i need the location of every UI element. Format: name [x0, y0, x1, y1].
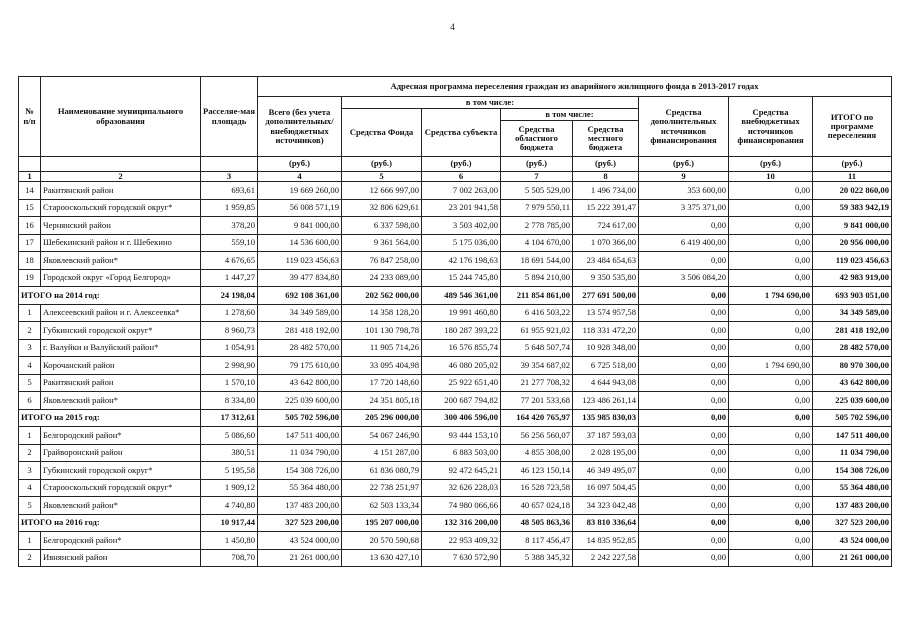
- value-cell: 6 337 598,00: [342, 217, 422, 235]
- value-cell: 0,00: [639, 322, 729, 340]
- column-number: 8: [573, 172, 639, 182]
- total-cell: 48 505 863,36: [501, 514, 573, 532]
- value-cell: 353 600,00: [639, 182, 729, 200]
- row-number: 16: [19, 217, 41, 235]
- value-cell: 11 034 790,00: [258, 444, 342, 462]
- value-cell: 5 086,60: [201, 427, 258, 445]
- value-cell: 43 524 000,00: [258, 532, 342, 550]
- municipality-name: Белгородский район*: [41, 532, 201, 550]
- total-cell: 195 207 000,00: [342, 514, 422, 532]
- table-row: [19, 234, 892, 252]
- value-cell: 0,00: [639, 357, 729, 375]
- value-cell: 46 080 205,02: [422, 357, 501, 375]
- value-cell: 0,00: [729, 392, 813, 410]
- municipality-name: Губкинский городской округ*: [41, 322, 201, 340]
- table-row: [19, 322, 892, 340]
- value-cell: 0,00: [639, 304, 729, 322]
- table-row: [19, 304, 892, 322]
- value-cell: 1 447,27: [201, 269, 258, 287]
- value-cell: 13 574 957,58: [573, 304, 639, 322]
- table-row: [19, 479, 892, 497]
- total-row: [19, 409, 892, 427]
- value-cell: 59 383 942,19: [813, 199, 892, 217]
- value-cell: 4 855 308,00: [501, 444, 573, 462]
- total-cell: 327 523 200,00: [258, 514, 342, 532]
- value-cell: 118 331 472,20: [573, 322, 639, 340]
- value-cell: 1 959,85: [201, 199, 258, 217]
- value-cell: 79 175 610,00: [258, 357, 342, 375]
- table-row: [19, 374, 892, 392]
- value-cell: 11 905 714,26: [342, 339, 422, 357]
- row-number: 1: [19, 532, 41, 550]
- header-total: Всего (без учета дополнительных/ внебюджетных источников): [258, 97, 342, 157]
- header-including-2: в том числе:: [501, 109, 639, 121]
- municipality-name: Яковлевский район*: [41, 252, 201, 270]
- total-cell: 1 794 690,00: [729, 287, 813, 305]
- value-cell: 0,00: [729, 444, 813, 462]
- total-cell: 693 903 051,00: [813, 287, 892, 305]
- unit-label: (руб.): [573, 157, 639, 172]
- unit-label: (руб.): [422, 157, 501, 172]
- total-cell: 300 406 596,00: [422, 409, 501, 427]
- value-cell: 21 261 000,00: [258, 549, 342, 567]
- column-number: 2: [41, 172, 201, 182]
- total-cell: 211 854 861,00: [501, 287, 573, 305]
- value-cell: 0,00: [729, 374, 813, 392]
- value-cell: 0,00: [639, 217, 729, 235]
- value-cell: 2 242 227,58: [573, 549, 639, 567]
- value-cell: 22 953 409,32: [422, 532, 501, 550]
- value-cell: 61 836 080,79: [342, 462, 422, 480]
- total-cell: 0,00: [729, 409, 813, 427]
- value-cell: 3 375 371,00: [639, 199, 729, 217]
- value-cell: 2 778 785,00: [501, 217, 573, 235]
- value-cell: 23 201 941,58: [422, 199, 501, 217]
- column-number: 6: [422, 172, 501, 182]
- value-cell: 14 536 600,00: [258, 234, 342, 252]
- value-cell: 13 630 427,10: [342, 549, 422, 567]
- value-cell: 5 505 529,00: [501, 182, 573, 200]
- value-cell: 9 361 564,00: [342, 234, 422, 252]
- value-cell: 147 511 400,00: [258, 427, 342, 445]
- value-cell: 0,00: [639, 339, 729, 357]
- unit-label: (руб.): [639, 157, 729, 172]
- value-cell: 19 991 460,80: [422, 304, 501, 322]
- value-cell: 225 039 600,00: [813, 392, 892, 410]
- value-cell: 154 308 726,00: [258, 462, 342, 480]
- value-cell: 77 201 533,68: [501, 392, 573, 410]
- value-cell: 21 261 000,00: [813, 549, 892, 567]
- value-cell: 7 979 550,11: [501, 199, 573, 217]
- value-cell: 55 364 480,00: [258, 479, 342, 497]
- value-cell: 25 922 651,40: [422, 374, 501, 392]
- value-cell: 2 028 195,00: [573, 444, 639, 462]
- value-cell: 16 576 855,74: [422, 339, 501, 357]
- value-cell: 724 617,00: [573, 217, 639, 235]
- table-row: [19, 392, 892, 410]
- value-cell: 39 354 687,02: [501, 357, 573, 375]
- total-cell: 17 312,61: [201, 409, 258, 427]
- value-cell: 55 364 480,00: [813, 479, 892, 497]
- value-cell: 61 955 921,02: [501, 322, 573, 340]
- value-cell: 5 894 210,00: [501, 269, 573, 287]
- value-cell: 119 023 456,63: [813, 252, 892, 270]
- row-number: 15: [19, 199, 41, 217]
- value-cell: 1 450,80: [201, 532, 258, 550]
- value-cell: 40 657 024,18: [501, 497, 573, 515]
- value-cell: 3 503 402,00: [422, 217, 501, 235]
- value-cell: 10 928 348,00: [573, 339, 639, 357]
- value-cell: 80 970 300,00: [813, 357, 892, 375]
- total-label: ИТОГО на 2015 год:: [19, 409, 201, 427]
- total-cell: 135 985 830,03: [573, 409, 639, 427]
- unit-label: (руб.): [501, 157, 573, 172]
- table-body: [19, 182, 892, 567]
- value-cell: 74 980 066,66: [422, 497, 501, 515]
- municipality-name: Яковлевский район*: [41, 497, 201, 515]
- row-number: 17: [19, 234, 41, 252]
- value-cell: 1 496 734,00: [573, 182, 639, 200]
- total-cell: 489 546 361,00: [422, 287, 501, 305]
- header-fund: Средства Фонда: [342, 109, 422, 157]
- value-cell: 1 909,12: [201, 479, 258, 497]
- municipality-name: Старооскольский городской округ*: [41, 479, 201, 497]
- column-number: 1: [19, 172, 41, 182]
- table-row: [19, 217, 892, 235]
- value-cell: 1 070 366,00: [573, 234, 639, 252]
- value-cell: 32 626 228,03: [422, 479, 501, 497]
- row-number: 19: [19, 269, 41, 287]
- value-cell: 5 388 345,32: [501, 549, 573, 567]
- value-cell: 8 334,80: [201, 392, 258, 410]
- value-cell: 0,00: [729, 217, 813, 235]
- value-cell: 4 676,65: [201, 252, 258, 270]
- total-cell: 505 702 596,00: [813, 409, 892, 427]
- value-cell: 92 472 645,21: [422, 462, 501, 480]
- value-cell: 0,00: [639, 392, 729, 410]
- value-cell: 43 642 800,00: [258, 374, 342, 392]
- total-cell: 692 108 361,00: [258, 287, 342, 305]
- total-cell: 0,00: [639, 287, 729, 305]
- row-number: 1: [19, 304, 41, 322]
- value-cell: 23 484 654,63: [573, 252, 639, 270]
- municipality-name: Ракитянский район: [41, 182, 201, 200]
- value-cell: 5 648 507,74: [501, 339, 573, 357]
- municipality-name: Шебекинский район и г. Шебекино: [41, 234, 201, 252]
- value-cell: 34 349 589,00: [258, 304, 342, 322]
- header-regional: Средства областного бюджета: [501, 121, 573, 157]
- value-cell: 0,00: [729, 549, 813, 567]
- table-row: [19, 444, 892, 462]
- total-cell: 0,00: [639, 514, 729, 532]
- value-cell: 8 117 456,47: [501, 532, 573, 550]
- column-number: 11: [813, 172, 892, 182]
- unit-label: (руб.): [813, 157, 892, 172]
- column-number: 10: [729, 172, 813, 182]
- total-cell: 10 917,44: [201, 514, 258, 532]
- value-cell: 37 187 593,03: [573, 427, 639, 445]
- value-cell: 0,00: [639, 462, 729, 480]
- value-cell: 0,00: [729, 322, 813, 340]
- municipality-name: Старооскольский городской округ*: [41, 199, 201, 217]
- column-number: 7: [501, 172, 573, 182]
- value-cell: 137 483 200,00: [258, 497, 342, 515]
- value-cell: 0,00: [639, 497, 729, 515]
- row-number: 2: [19, 549, 41, 567]
- value-cell: 0,00: [639, 374, 729, 392]
- value-cell: 14 835 952,85: [573, 532, 639, 550]
- total-cell: 24 198,04: [201, 287, 258, 305]
- table-row: [19, 427, 892, 445]
- value-cell: 28 482 570,00: [813, 339, 892, 357]
- value-cell: 4 644 943,08: [573, 374, 639, 392]
- value-cell: 17 720 148,60: [342, 374, 422, 392]
- row-number: 18: [19, 252, 41, 270]
- header-area: Расселяе-мая площадь: [201, 77, 258, 157]
- value-cell: 0,00: [729, 339, 813, 357]
- value-cell: 6 883 503,00: [422, 444, 501, 462]
- value-cell: 101 130 798,78: [342, 322, 422, 340]
- value-cell: 20 570 590,68: [342, 532, 422, 550]
- value-cell: 281 418 192,00: [813, 322, 892, 340]
- value-cell: 43 642 800,00: [813, 374, 892, 392]
- municipality-name: Грайворонский район: [41, 444, 201, 462]
- value-cell: 34 349 589,00: [813, 304, 892, 322]
- value-cell: 225 039 600,00: [258, 392, 342, 410]
- total-label: ИТОГО на 2014 год:: [19, 287, 201, 305]
- unit-label: (руб.): [258, 157, 342, 172]
- value-cell: 46 349 495,07: [573, 462, 639, 480]
- header-itogo: ИТОГО по программе переселения: [813, 97, 892, 157]
- total-cell: 202 562 000,00: [342, 287, 422, 305]
- value-cell: 380,51: [201, 444, 258, 462]
- value-cell: 4 104 670,00: [501, 234, 573, 252]
- header-subject: Средства субъекта: [422, 109, 501, 157]
- value-cell: 8 960,73: [201, 322, 258, 340]
- value-cell: 559,10: [201, 234, 258, 252]
- value-cell: 11 034 790,00: [813, 444, 892, 462]
- total-label: ИТОГО на 2016 год:: [19, 514, 201, 532]
- table-row: [19, 549, 892, 567]
- total-cell: 505 702 596,00: [258, 409, 342, 427]
- value-cell: 6 725 518,00: [573, 357, 639, 375]
- table-row: [19, 269, 892, 287]
- value-cell: 0,00: [639, 427, 729, 445]
- value-cell: 6 419 400,00: [639, 234, 729, 252]
- header-local: Средства местного бюджета: [573, 121, 639, 157]
- column-number: 5: [342, 172, 422, 182]
- value-cell: 24 233 089,00: [342, 269, 422, 287]
- value-cell: 200 687 794,82: [422, 392, 501, 410]
- table-row: [19, 357, 892, 375]
- municipality-name: Ракитянский район: [41, 374, 201, 392]
- value-cell: 0,00: [639, 252, 729, 270]
- total-cell: 83 810 336,64: [573, 514, 639, 532]
- value-cell: 4 151 287,00: [342, 444, 422, 462]
- municipality-name: Яковлевский район*: [41, 392, 201, 410]
- value-cell: 708,70: [201, 549, 258, 567]
- total-cell: 327 523 200,00: [813, 514, 892, 532]
- value-cell: 54 067 246,90: [342, 427, 422, 445]
- value-cell: 693,61: [201, 182, 258, 200]
- value-cell: 12 666 997,00: [342, 182, 422, 200]
- row-number: 5: [19, 497, 41, 515]
- value-cell: 0,00: [639, 479, 729, 497]
- header-additional: Средства дополнительных источников финансирования: [639, 97, 729, 157]
- unit-label: (руб.): [729, 157, 813, 172]
- value-cell: 2 998,90: [201, 357, 258, 375]
- value-cell: 137 483 200,00: [813, 497, 892, 515]
- value-cell: 43 524 000,00: [813, 532, 892, 550]
- value-cell: 7 002 263,00: [422, 182, 501, 200]
- row-number: 4: [19, 357, 41, 375]
- value-cell: 9 350 535,80: [573, 269, 639, 287]
- row-number: 2: [19, 444, 41, 462]
- value-cell: 76 847 258,00: [342, 252, 422, 270]
- value-cell: 0,00: [729, 269, 813, 287]
- value-cell: 0,00: [729, 497, 813, 515]
- value-cell: 20 956 000,00: [813, 234, 892, 252]
- value-cell: 19 669 260,00: [258, 182, 342, 200]
- value-cell: 6 416 503,22: [501, 304, 573, 322]
- value-cell: 24 351 805,18: [342, 392, 422, 410]
- value-cell: 18 691 544,00: [501, 252, 573, 270]
- value-cell: 0,00: [729, 427, 813, 445]
- value-cell: 1 054,91: [201, 339, 258, 357]
- value-cell: 0,00: [729, 252, 813, 270]
- header-num: № п/п: [19, 77, 41, 157]
- value-cell: 46 123 150,14: [501, 462, 573, 480]
- value-cell: 32 806 629,61: [342, 199, 422, 217]
- table-row: [19, 339, 892, 357]
- value-cell: 4 740,80: [201, 497, 258, 515]
- value-cell: 42 176 198,63: [422, 252, 501, 270]
- value-cell: 39 477 834,80: [258, 269, 342, 287]
- value-cell: 56 008 571,19: [258, 199, 342, 217]
- value-cell: 1 794 690,00: [729, 357, 813, 375]
- row-number: 14: [19, 182, 41, 200]
- value-cell: 22 738 251,97: [342, 479, 422, 497]
- municipality-name: Белгородский район*: [41, 427, 201, 445]
- value-cell: 1 278,60: [201, 304, 258, 322]
- total-cell: 205 296 000,00: [342, 409, 422, 427]
- total-row: [19, 514, 892, 532]
- value-cell: 14 358 128,20: [342, 304, 422, 322]
- column-number: 9: [639, 172, 729, 182]
- header-name: Наименование муниципального образования: [41, 77, 201, 157]
- row-number: 5: [19, 374, 41, 392]
- value-cell: 123 486 261,14: [573, 392, 639, 410]
- row-number: 2: [19, 322, 41, 340]
- value-cell: 0,00: [729, 234, 813, 252]
- total-cell: 0,00: [639, 409, 729, 427]
- value-cell: 0,00: [729, 182, 813, 200]
- row-number: 1: [19, 427, 41, 445]
- value-cell: 7 630 572,90: [422, 549, 501, 567]
- value-cell: 3 506 084,20: [639, 269, 729, 287]
- resettlement-program-table: [18, 76, 892, 567]
- column-number: 4: [258, 172, 342, 182]
- page-number: 4: [450, 22, 455, 32]
- table-row: [19, 199, 892, 217]
- table-row: [19, 532, 892, 550]
- value-cell: 154 308 726,00: [813, 462, 892, 480]
- value-cell: 0,00: [639, 549, 729, 567]
- header-including: в том числе:: [342, 97, 639, 109]
- value-cell: 34 323 042,48: [573, 497, 639, 515]
- value-cell: 119 023 456,63: [258, 252, 342, 270]
- value-cell: 5 195,58: [201, 462, 258, 480]
- table-row: [19, 497, 892, 515]
- total-row: [19, 287, 892, 305]
- value-cell: 378,20: [201, 217, 258, 235]
- value-cell: 281 418 192,00: [258, 322, 342, 340]
- value-cell: 0,00: [639, 444, 729, 462]
- municipality-name: Корочанский район: [41, 357, 201, 375]
- municipality-name: г. Валуйки и Валуйский район*: [41, 339, 201, 357]
- total-cell: 164 420 765,97: [501, 409, 573, 427]
- row-number: 3: [19, 339, 41, 357]
- municipality-name: Чернянский район: [41, 217, 201, 235]
- value-cell: 16 097 504,45: [573, 479, 639, 497]
- municipality-name: Городской округ «Город Белгород»: [41, 269, 201, 287]
- municipality-name: Ивнянский район: [41, 549, 201, 567]
- value-cell: 147 511 400,00: [813, 427, 892, 445]
- value-cell: 9 841 000,00: [258, 217, 342, 235]
- column-number: 3: [201, 172, 258, 182]
- value-cell: 1 570,10: [201, 374, 258, 392]
- value-cell: 28 482 570,00: [258, 339, 342, 357]
- total-cell: 0,00: [729, 514, 813, 532]
- value-cell: 56 256 560,07: [501, 427, 573, 445]
- value-cell: 16 528 723,58: [501, 479, 573, 497]
- program-title: Адресная программа переселения граждан из аварийного жилищного фонда в 2013-2017 годах: [258, 77, 892, 97]
- total-cell: 132 316 200,00: [422, 514, 501, 532]
- value-cell: 0,00: [729, 304, 813, 322]
- value-cell: 15 222 391,47: [573, 199, 639, 217]
- value-cell: 180 287 393,22: [422, 322, 501, 340]
- value-cell: 33 095 404,98: [342, 357, 422, 375]
- value-cell: 9 841 000,00: [813, 217, 892, 235]
- value-cell: 5 175 036,00: [422, 234, 501, 252]
- value-cell: 0,00: [729, 199, 813, 217]
- municipality-name: Алексеевский район и г. Алексеевка*: [41, 304, 201, 322]
- table-row: [19, 182, 892, 200]
- value-cell: 20 022 860,00: [813, 182, 892, 200]
- value-cell: 0,00: [729, 532, 813, 550]
- value-cell: 0,00: [729, 462, 813, 480]
- value-cell: 0,00: [729, 479, 813, 497]
- row-number: 6: [19, 392, 41, 410]
- value-cell: 42 983 919,00: [813, 269, 892, 287]
- value-cell: 21 277 708,32: [501, 374, 573, 392]
- value-cell: 62 503 133,34: [342, 497, 422, 515]
- table-row: [19, 462, 892, 480]
- table-row: [19, 252, 892, 270]
- unit-label: (руб.): [342, 157, 422, 172]
- value-cell: 93 444 153,10: [422, 427, 501, 445]
- header-extrabudget: Средства внебюджетных источников финансирования: [729, 97, 813, 157]
- total-cell: 277 691 500,00: [573, 287, 639, 305]
- value-cell: 0,00: [639, 532, 729, 550]
- row-number: 3: [19, 462, 41, 480]
- municipality-name: Губкинский городской округ*: [41, 462, 201, 480]
- value-cell: 15 244 745,80: [422, 269, 501, 287]
- row-number: 4: [19, 479, 41, 497]
